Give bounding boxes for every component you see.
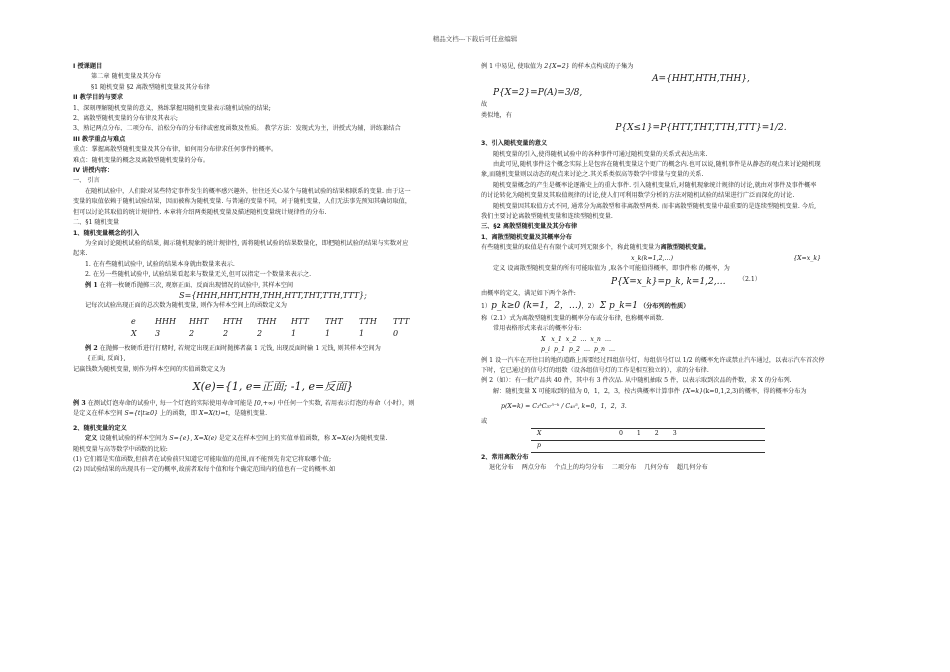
- nonnegative-formula: p_k≥0 (k=1，2，…): [491, 300, 582, 311]
- text-line: 由概率的定义，满足如下两个条件:: [481, 289, 576, 297]
- definition-line: [481, 264, 881, 274]
- text-line: 重点：掌握离散型随机变量及其分布律，如何用分布律求任何事件的概率。: [73, 146, 278, 154]
- text: (k=0,1,2,3)的概率，得的概率分布为: [703, 387, 807, 395]
- paragraph-line: 我们主要讨论离散型随机变量和连续型随机变量.: [481, 213, 613, 221]
- function-formula: X=X(e): [194, 435, 217, 443]
- subsection-title: 2、随机变量的定义: [73, 424, 127, 432]
- text-line: 常用表格形式来表示的概率分布:: [493, 325, 582, 333]
- text: 解：随机变量 X 可能取到的值为 0，1，2，3，按古典概率计算事件: [493, 387, 680, 395]
- text-line: {正面, 反面},: [87, 355, 126, 363]
- paragraph-line: 在随机试验中，人们除对某些特定事件发生的概率感兴趣外，往往还关心某个与随机试验的结果相联系的变量. 由于这一: [85, 187, 411, 195]
- sample-space-formula: S={e}: [169, 435, 191, 443]
- text: ,取各个可能值得概率，即事件称: [608, 265, 697, 273]
- subsection-title: 3、引入随机变量的意义: [481, 140, 548, 148]
- bold-term: 离散型随机变量。: [660, 244, 710, 252]
- text: 的概率，为: [698, 265, 730, 273]
- text-line: 随机变量与高等数学中函数的比较:: [73, 445, 168, 453]
- section-title: 三、§2 离散型随机变量及其分布律: [481, 223, 578, 231]
- distribution-list: 退化分布 两点分布 个点上的均匀分布 二项分布 几何分布 超几何分布: [489, 463, 708, 471]
- table-cell: 3: [155, 328, 161, 338]
- example-text: 在将一枚硬币抛掷三次, 观察正面、反面出现情况的试验中, 其样本空间: [97, 281, 294, 289]
- example-label: 例 3: [73, 399, 86, 407]
- definition-label: 定义: [493, 265, 506, 273]
- text: 是定义在样本空间上的实值单值函数，称: [218, 435, 331, 443]
- values-formula: x_k(k=1,2,…): [631, 254, 674, 262]
- table-cell: 2: [257, 328, 263, 338]
- paragraph-line: 随机变量因其取值方式不同, 通常分为离散型和非离散型两类. 而非离散型随机变量中最重要的是连续型随机变量. 今后,: [493, 202, 817, 210]
- table-cell: 1: [359, 328, 365, 338]
- text: 例 1 中易见, 使取值为: [481, 63, 543, 70]
- text-line: 记赢钱数为随机变量, 则作为样本空间的实值函数定义为: [73, 365, 226, 373]
- table-cell: HHT: [189, 316, 209, 326]
- text-line: (1) 它们都是实值函数,但前者在试验前只知道它可能取值的范围,而不能预先肯定它将取哪个值;: [73, 456, 332, 463]
- text-line: 1、深刻理解随机变量的意义，熟练掌握用随机变量表示随机试验的结果;: [73, 104, 271, 112]
- formula-row: [481, 254, 881, 264]
- example-text: 在抛掷一枚硬币进行打赌时, 若规定出现正面时抛掷者赢 1 元钱, 出现反面时输 1 元钱, 则其样本空间为: [97, 344, 381, 352]
- text: 1）: [481, 302, 492, 310]
- sum-formula: Σ p_k=1: [599, 300, 638, 311]
- section-title: I 授课题目: [73, 63, 103, 70]
- table-cell: TTT: [393, 316, 410, 326]
- table-cell: e: [131, 316, 136, 326]
- example-1: [73, 281, 473, 291]
- text: 是定义在样本空间: [73, 410, 123, 418]
- subsection-title: 1、离散型随机变量及其概率分布: [481, 233, 572, 241]
- event-formula: {X=x_k}: [793, 254, 821, 262]
- paragraph-line: 由此可见,随机事件这个概念实际上是包容在随机变量这个更广的概念内.也可以说,随机事件是从静态的观点来讨论随机现: [493, 161, 821, 169]
- text-line: 一、 引言: [73, 177, 100, 185]
- section-title: II 教学目的与要求: [73, 94, 124, 102]
- conditions-line: [481, 299, 881, 314]
- section-title: IV 讲授内容：: [73, 167, 114, 175]
- text-line: [481, 243, 881, 253]
- text-line: 称（2.1）式为离散型随机变量的概率分布或分布律, 也称概率函数.: [481, 314, 664, 322]
- sample-space-formula: S={t|t≥0}: [124, 410, 158, 418]
- text-line: 类似地，有: [481, 111, 512, 119]
- piecewise-formula: X(e)={1, e=正面; -1, e=反面}: [192, 379, 354, 393]
- table-cell: 2: [223, 328, 229, 338]
- text: 的样本点构成的子集为: [571, 63, 634, 70]
- text: 设离散型随机变量的所有可能取值为: [505, 265, 607, 273]
- text-line: 2、离散型随机变量的分布律及其表示;: [73, 115, 179, 123]
- example-3: [73, 399, 473, 409]
- table-header-p: p: [531, 440, 613, 452]
- paragraph-line: 为全面讨论随机试验的结果, 揭示随机现象的统计规律性, 需将随机试验的结果数量化，即把随机试验的结果与实数对应: [85, 239, 409, 247]
- text: ，是随机变量.: [228, 410, 268, 418]
- definition-label: 定义: [85, 435, 98, 443]
- table-cell: X: [131, 328, 137, 338]
- right-column: [481, 62, 881, 473]
- left-column: [73, 62, 473, 476]
- text-line: 2. 在另一些随机试验中, 试验结果看起来与数量无关,但可以指定一个数量来表示之.: [85, 271, 312, 279]
- text-line: 例 1 设一汽车在开往目的地的道路上需要经过四组信号灯，每组信号灯以 1/2 的概率允许或禁止汽车通过，以表示汽车首次停: [481, 356, 825, 364]
- text: 为随机变量.: [354, 435, 388, 443]
- text-line: 3、熟记两点分布、二项分布、泊松分布的分布律或密度函数及性质。 教学方法：发现式为主，讲授式为辅，讲练兼结合: [73, 125, 401, 133]
- text: ,: [190, 435, 193, 443]
- bold-term: （分布列的性质）: [639, 302, 690, 310]
- text-line: 1. 在有些随机试验中, 试验的结果本身就由数量来表示.: [85, 260, 235, 268]
- paragraph-line: 起来.: [73, 250, 88, 258]
- distribution-table-row: X x_1 x_2 … x_n …: [541, 335, 612, 343]
- value-row: [73, 328, 473, 340]
- text-line: [481, 62, 881, 72]
- table-cell: HTT: [291, 316, 309, 326]
- text-line: (2) 因试验结果的出现具有一定的概率,故前者取每个值和每个确定范围内的值也有一定的概率.如: [73, 466, 336, 474]
- distribution-table: [531, 428, 765, 453]
- paragraph-line: 随机变量概念的产生是概率论逐渐史上的重大事件. 引入随机变量后,对随机现象统计规律的讨论,就由对事件及事件概率: [493, 181, 817, 189]
- example-text: 在测试灯泡寿命的试验中, 每一个灯泡的实际使用寿命可能是: [85, 399, 253, 407]
- table-cell: HTH: [223, 316, 243, 326]
- table-empty-cell: [613, 440, 765, 452]
- text-line: 或: [481, 418, 488, 426]
- subsection-title: 1、随机变量概念的引入: [73, 229, 140, 237]
- table-cell: 1: [325, 328, 331, 338]
- text-line: §1 随机变量 §2 离散型随机变量及其分布律: [91, 83, 210, 91]
- outcome-row: [73, 316, 473, 328]
- paragraph-line: 随机变量的引入,使得随机试验中的各种事件可通过随机变量的关系式表达出来.: [493, 150, 708, 158]
- text: ，2）: [581, 302, 598, 310]
- paragraph-line: 象,而随机变量则以动态的观点来讨论之.其关系类似高等数学中常量与变量的关系.: [481, 171, 704, 179]
- example-text: 中任何一个实数, 若用表示灯泡的寿命（小时），则: [277, 399, 415, 407]
- table-cell: TTH: [359, 316, 377, 326]
- distribution-formula: P{X=x_k}=p_k, k=1,2,…: [611, 276, 726, 287]
- text-line: 难点：随机变量的概念及离散型随机变量的分布。: [73, 156, 210, 164]
- text-line: 下时，它已通过的信号灯的组数（设各组信号灯的工作是相互独立的），求的分布律.: [481, 366, 709, 374]
- section-title: III 教学重点与难点: [73, 135, 126, 143]
- formula-row: [481, 275, 881, 289]
- text-line: 例 2（如）：有一批产品共 40 件，其中有 3 件次品. 从中随机抽取 5 件，以表示取到次品的件数，求 X 的分布列.: [481, 377, 792, 385]
- function-formula: X=X(t)=t: [199, 410, 228, 418]
- paragraph-line: 但可以讨论其取值的统计规律性. 本章将介绍两类随机变量及描述随机变量统计规律性的分布.: [73, 208, 327, 216]
- text: 设随机试验的样本空间为: [97, 435, 168, 443]
- distribution-table-row: p_i p_1 p_2 … p_n …: [541, 346, 616, 354]
- example-label: 例 1: [85, 281, 98, 289]
- table-cell: 2: [189, 328, 195, 338]
- text-line: 第二章 随机变量及其分布: [91, 73, 162, 81]
- probability-formula: P{X=2}=P(A)=3/8,: [493, 88, 583, 99]
- interval-formula: [0,+∞): [254, 399, 276, 407]
- table-cell: 0: [393, 328, 399, 338]
- hypergeometric-formula: p(X=k) = C₃ᵏC₃₇⁵⁻ᵏ / C₄₀⁵, k=0，1，2，3.: [501, 403, 627, 411]
- text: 上的函数，即: [159, 410, 198, 418]
- function-formula: X=X(e): [332, 435, 355, 443]
- probability-formula: P{X≤1}=P{HTT,THT,TTH,TTT}=1/2.: [615, 123, 787, 134]
- text-line: 故: [481, 101, 488, 109]
- example-2: [73, 344, 473, 354]
- text-line: 二、§1 随机变量: [73, 219, 120, 227]
- text-line: [481, 387, 881, 397]
- paragraph-line: 变量的取值依赖于随机试验结果，因而被称为随机变量. 与普通的变量不同，对于随机变量，人们无法事先预知其确切取值，: [73, 198, 412, 206]
- subsection-title: 2、常用离散分布: [481, 453, 529, 461]
- table-header-x: X: [531, 428, 613, 440]
- table-cell: 1: [291, 328, 297, 338]
- subset-formula: A={HHT,HTH,THH},: [652, 74, 750, 85]
- table-cell: HHH: [155, 316, 176, 326]
- page-header: 精品文档---下载后可任意编辑: [432, 35, 518, 43]
- text: 有些随机变量的取值是有有限个或可列无限多个，称此随机变量为: [481, 244, 661, 252]
- sample-space-formula: S={HHH,HHT,HTH,THH,HTT,THT,TTH,TTT};: [179, 290, 367, 300]
- table-cell: THH: [257, 316, 277, 326]
- event-formula: {X=k}: [681, 387, 704, 395]
- text-line: [73, 409, 473, 419]
- table-values: 0 1 2 3: [613, 428, 765, 440]
- text-line: 记每次试验出现正面的总次数为随机变量, 则作为样本空间上的函数定义为: [85, 302, 287, 310]
- paragraph-line: 的讨论转化为随机变量及其取值规律的讨论,使人们可利用数学分析的方法对随机试验的结果进行广泛而深化的讨论.: [481, 192, 795, 200]
- definition-line: [73, 434, 473, 444]
- equation-number: （2.1）: [738, 275, 761, 283]
- event-formula: 2{X=2}: [544, 63, 570, 70]
- example-label: 例 2: [85, 344, 98, 352]
- table-cell: THT: [325, 316, 343, 326]
